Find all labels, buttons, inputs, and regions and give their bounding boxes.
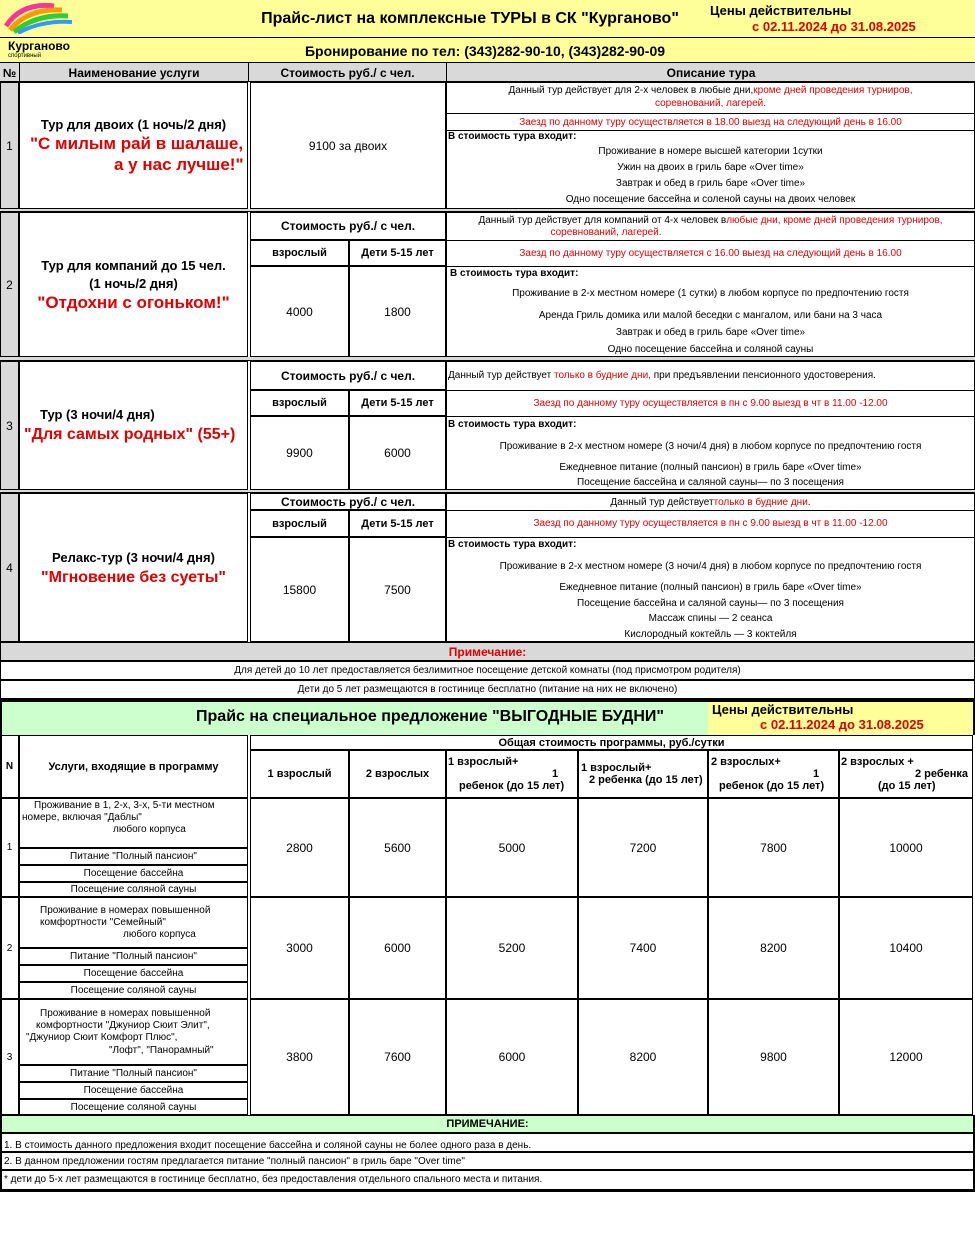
- tour-include-item: Ежедневное питание (полный пансион) в гриль баре «Over time»: [559, 462, 862, 473]
- special-price-header: 2 взрослых+: [711, 756, 781, 768]
- special-price-header: 2 ребенка (до 15 лет): [589, 774, 703, 786]
- price-adult: 15800: [282, 582, 317, 597]
- tour-name: Тур для компаний до 15 чел.: [41, 257, 226, 273]
- tour-slogan-line2: а у нас лучше!": [114, 155, 244, 174]
- tour-includes-label: В стоимость тура входит:: [448, 419, 577, 430]
- col-price: Стоимость руб./ с чел.: [248, 63, 446, 82]
- col-description: Описание тура: [446, 63, 975, 82]
- price-adult: 9900: [286, 446, 313, 460]
- special-service-item: Посещение соляной сауны: [19, 982, 248, 999]
- special-validity-dates: с 02.11.2024 до 31.08.2025: [760, 717, 924, 732]
- special-price-header: 1: [552, 768, 559, 780]
- divider: [446, 266, 975, 267]
- special-note-line: 1. В стоимость данного предложения входит посещение бассейна и соляной сауны не более одного раза в день.: [0, 1133, 975, 1152]
- price-adult-header: взрослый: [272, 397, 327, 409]
- tour-desc-text: Данный тур действует: [610, 496, 714, 508]
- special-accommodation-text: комфортности "Джуниор Сюит Элит",: [36, 1020, 210, 1031]
- special-note-title: ПРИМЕЧАНИЕ:: [0, 1115, 975, 1133]
- tour-desc-red-line: соревнований, лагерей.: [550, 227, 662, 238]
- price-adult-header: взрослый: [272, 247, 327, 259]
- special-service-item: Питание "Полный пансион": [19, 848, 248, 865]
- divider: [446, 390, 975, 391]
- note-line: Для детей до 10 лет предоставляется безлимитное посещение детской комнаты (под присмотром родителя): [0, 661, 975, 680]
- booking-phones: Бронирование по тел: (343)282-90-10, (343)282-90-09: [304, 43, 666, 59]
- special-service-item: Посещение бассейна: [19, 1082, 248, 1099]
- special-accommodation-text: номере, включая "Даблы": [22, 812, 142, 823]
- price-child-header: Дети 5-15 лет: [361, 247, 434, 259]
- price-adult-header: взрослый: [272, 517, 327, 530]
- special-price-header: ребенок (до 15 лет): [719, 780, 825, 792]
- tour-includes-label: В стоимость тура входит:: [448, 539, 577, 550]
- divider: [446, 113, 975, 114]
- tour-include-item: Завтрак и обед в гриль баре «Over time»: [615, 327, 806, 338]
- tour-checkin: Заезд по данному туру осуществляется в 18.00 выезд на следующий день в 16.00: [519, 116, 902, 128]
- tour-desc-line: [448, 370, 876, 381]
- special-price: 9800: [708, 999, 839, 1115]
- tour-name: Тур для двоих (1 ночь/2 дня): [40, 116, 227, 132]
- tour-name-line2: (1 ночь/2 дня): [89, 275, 178, 291]
- tour-slogan: "С милым рай в шалаше,: [30, 134, 244, 153]
- tour-number: 4: [6, 560, 13, 575]
- tour-desc-text: Данный тур действует: [448, 370, 552, 381]
- tour-desc-tail: .: [807, 496, 811, 508]
- special-price-header: ребенок (до 15 лет): [459, 780, 565, 792]
- tour-desc-text: Данный тур действует для 2-х человек в любые дни,: [508, 85, 754, 96]
- price-child: 1800: [384, 304, 411, 319]
- tour-include-item: Ужин на двоих в гриль баре «Over time»: [617, 162, 804, 173]
- special-price: 5600: [349, 798, 446, 897]
- special-price-header: 2 взрослых: [365, 768, 430, 780]
- tour-slogan: "Отдохни с огоньком!": [37, 293, 230, 312]
- tour-desc-text: Данный тур действует для компаний от 4-х человек в: [478, 215, 727, 226]
- special-accommodation-text: любого корпуса: [113, 824, 186, 835]
- special-price: 6000: [349, 897, 446, 999]
- special-validity-label: Цены действительны: [712, 702, 854, 717]
- special-price: 5000: [446, 798, 578, 897]
- special-service-item: Посещение бассейна: [19, 965, 248, 982]
- special-price: 10000: [839, 798, 973, 897]
- tour-desc-line: [446, 495, 975, 509]
- special-accommodation-text: любого корпуса: [123, 929, 196, 940]
- price-child: 6000: [384, 446, 411, 460]
- special-accommodation-text: Проживание в номерах повышенной: [40, 905, 211, 916]
- special-service-item: Питание "Полный пансион": [19, 948, 248, 965]
- price-child: 7500: [384, 582, 411, 597]
- special-price-header: 2 взрослых +: [841, 756, 914, 768]
- logo-text: Курганово: [8, 39, 70, 53]
- special-price: 8200: [578, 999, 708, 1115]
- tour-desc-red: кроме дней проведения турниров,: [753, 85, 913, 96]
- tour-slogan: "Мгновение без суеты": [41, 569, 226, 586]
- special-price: 3800: [250, 999, 349, 1115]
- tour-slogan: "Для самых родных" (55+): [24, 426, 236, 443]
- logo-icon: [2, 0, 74, 34]
- special-price: 7200: [578, 798, 708, 897]
- note-line: Дети до 5 лет размещаются в гостинице бесплатно (питание на них не включено): [0, 680, 975, 699]
- special-total-label: Общая стоимость программы, руб./сутки: [498, 736, 725, 749]
- tour-include-item: Одно посещение бассейна и соляной сауны: [607, 344, 814, 355]
- special-price: 2800: [250, 798, 349, 897]
- tour-include-item: Кислородный коктейль — 3 коктейля: [624, 629, 797, 640]
- special-accommodation-text: Проживание в номерах повышенной: [40, 1008, 211, 1019]
- validity-label: Цены действительны: [710, 3, 852, 18]
- special-price-header: 1 взрослый+: [448, 756, 519, 768]
- tour-desc-red: только в будние дни,: [551, 370, 651, 381]
- tour-include-item: Проживание в 2-х местном номере (1 сутки) в любом корпусе по предпочтению гостя: [512, 288, 909, 299]
- tour-name: Релакс-тур (3 ночи/4 дня): [52, 549, 215, 565]
- tour-desc-red-line: соревнований, лагерей.: [654, 98, 767, 109]
- divider: [446, 537, 975, 538]
- special-note-line: * дети до 5-х лет размещаются в гостинице бесплатно, без предоставления отдельного спального места и питания.: [0, 1170, 975, 1192]
- price-heading: Стоимость руб./ с чел.: [280, 219, 416, 233]
- note-title: Примечание:: [0, 642, 975, 661]
- tour-include-item: Проживание в номере высшей категории 1сутки: [598, 146, 823, 157]
- tour-number: 2: [6, 277, 13, 292]
- tour-desc-line: [446, 84, 975, 97]
- special-accommodation-text: "Лофт", "Панорамный": [109, 1045, 214, 1056]
- tour-price: 9100 за двоих: [308, 138, 388, 153]
- special-price-header: 2 ребенка: [915, 768, 969, 780]
- special-price: 8200: [708, 897, 839, 999]
- special-price: 7800: [708, 798, 839, 897]
- tour-include-item: Проживание в 2-х местном номере (3 ночи/4 дня) в любом корпусе по предпочтению гостя: [499, 561, 922, 572]
- special-price-header: 1 взрослый+: [581, 762, 652, 774]
- tour-include-item: Проживание в 2-х местном номере (3 ночи/4 дня) в любом корпусе по предпочтению гостя: [499, 441, 922, 452]
- special-service-item: Посещение соляной сауны: [19, 882, 248, 897]
- special-price-header: (до 15 лет): [878, 780, 936, 792]
- col-num: №: [2, 65, 17, 80]
- tour-desc-tail: при предъявлении пенсионного удостоверения.: [650, 370, 876, 381]
- divider: [446, 510, 975, 511]
- special-price: 7400: [578, 897, 708, 999]
- tour-desc-red: только в будние дни: [713, 496, 808, 508]
- special-title: Прайс на специальное предложение "ВЫГОДНЫЕ БУДНИ": [196, 708, 664, 725]
- col-service: Наименование услуги: [19, 63, 248, 82]
- special-price-header: 1: [813, 768, 820, 780]
- price-heading: Стоимость руб./ с чел.: [280, 494, 416, 509]
- special-row-number: 2: [6, 942, 13, 954]
- tour-include-item: Ежедневное питание (полный пансион) в гриль баре «Over time»: [559, 582, 862, 593]
- special-row-number: 3: [6, 1051, 13, 1063]
- special-price: 7600: [349, 999, 446, 1115]
- price-child-header: Дети 5-15 лет: [361, 517, 434, 530]
- special-service-item: Питание "Полный пансион": [19, 1065, 248, 1082]
- tour-includes-label: В стоимость тура входит:: [450, 268, 579, 279]
- special-accommodation-text: комфортности "Семейный": [40, 917, 166, 928]
- price-child-header: Дети 5-15 лет: [361, 397, 434, 409]
- special-price-header: 1 взрослый: [267, 768, 332, 780]
- logo-subtext: спортивный: [8, 53, 42, 59]
- divider: [446, 416, 975, 417]
- special-price: 12000: [839, 999, 973, 1115]
- price-adult: 4000: [286, 304, 313, 319]
- divider: [446, 240, 975, 241]
- tour-include-item: Массаж спины — 2 сеанса: [648, 613, 773, 624]
- tour-include-item: Посещение бассейна и саляной сауны— по 3 посещения: [577, 598, 844, 609]
- special-col-services: Услуги, входящие в программу: [48, 760, 219, 773]
- tour-include-item: Аренда Гриль домика или малой беседки с мангалом, или бани на 3 часа: [538, 310, 883, 321]
- tour-checkin: Заезд по данному туру осуществляется с 16.00 выезд на следующий день в 16.00: [519, 247, 902, 259]
- special-note-line: 2. В данном предложении гостям предлагается питание "полный пансион" в гриль баре "Over time": [0, 1152, 975, 1170]
- special-price: 6000: [446, 999, 578, 1115]
- special-accommodation-text: "Джуниор Сюит Комфорт Плюс",: [26, 1032, 178, 1043]
- price-heading: Стоимость руб./ с чел.: [280, 368, 416, 383]
- special-price: 3000: [250, 897, 349, 999]
- special-service-item: Посещение соляной сауны: [19, 1099, 248, 1115]
- special-col-num: N: [5, 761, 14, 772]
- tour-include-item: Завтрак и обед в гриль баре «Over time»: [615, 178, 806, 189]
- tour-checkin: Заезд по данному туру осуществляется в пн с 9.00 выезд в чт в 11.00 -12.00: [533, 397, 888, 409]
- special-accommodation-text: Проживание в 1, 2-х, 3-х, 5-ти местном: [34, 800, 215, 811]
- tour-includes-label: В стоимость тура входит:: [448, 131, 577, 142]
- tour-number: 3: [6, 418, 13, 433]
- special-row-number: 1: [6, 842, 13, 853]
- tour-include-item: Посещение бассейна и саляной сауны— по 3 посещения: [577, 477, 844, 488]
- tour-number: 1: [6, 138, 13, 153]
- tour-name: Тур (3 ночи/4 дня): [40, 407, 155, 422]
- special-price: 10400: [839, 897, 973, 999]
- tour-desc-red: любые дни, кроме дней проведения турниров,: [726, 215, 943, 226]
- special-price: 5200: [446, 897, 578, 999]
- tour-include-item: Одно посещение бассейна и соленой сауны на двоих человек: [565, 194, 856, 205]
- special-service-item: Посещение бассейна: [19, 865, 248, 882]
- tour-checkin: Заезд по данному туру осуществляется в пн с 9.00 выезд в чт в 11.00 -12.00: [533, 517, 888, 529]
- validity-dates: с 02.11.2024 до 31.08.2025: [752, 19, 916, 34]
- page-title: Прайс-лист на комплексные ТУРЫ в СК "Курганово": [261, 10, 679, 27]
